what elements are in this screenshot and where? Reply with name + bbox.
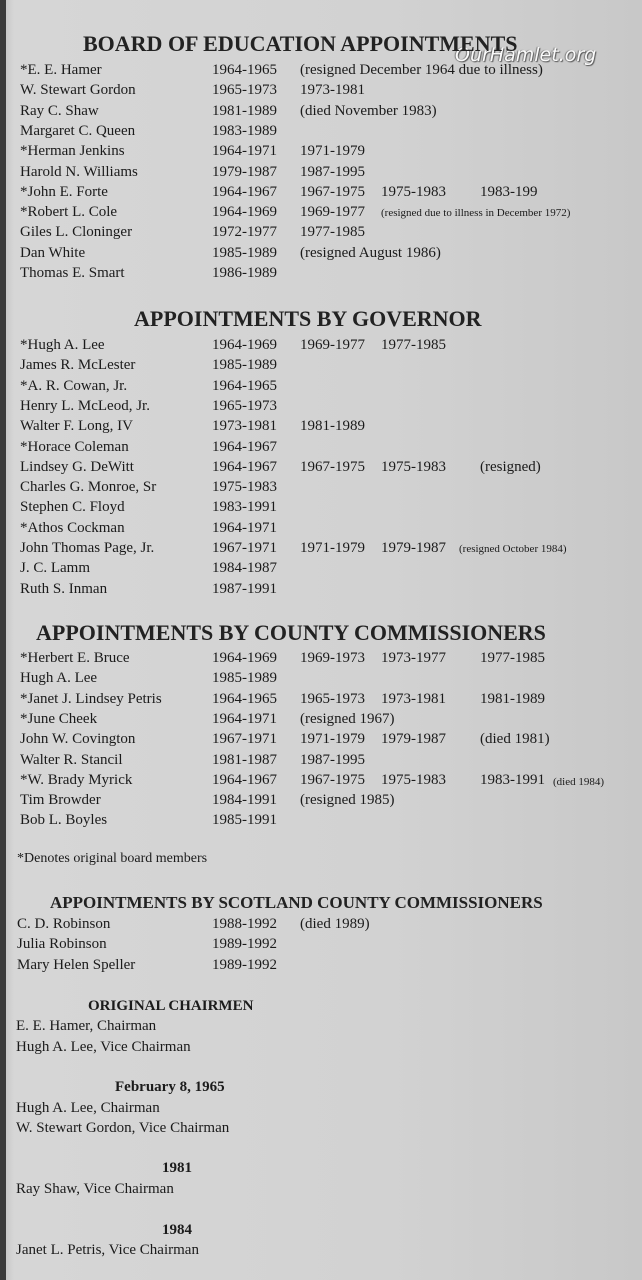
appointment-row <box>0 224 642 244</box>
term-1: 1972-1977 <box>212 224 277 241</box>
member-name: C. D. Robinson <box>17 916 111 932</box>
term-1: 1985-1989 <box>212 670 277 687</box>
member-name: *Athos Cockman <box>20 519 125 536</box>
term-1: 1983-1989 <box>212 122 277 139</box>
term-1: 1964-1965 <box>212 62 277 78</box>
term-4: 1977-1985 <box>480 650 545 666</box>
appointment-row <box>0 459 642 479</box>
term-4: (resigned) <box>480 458 541 475</box>
watermark-logo: OurHamlet.org <box>455 44 597 66</box>
vice-chairman-line: Hugh A. Lee, Vice Chairman <box>16 1039 191 1055</box>
member-name: *Hugh A. Lee <box>20 337 105 353</box>
term-2: 1969-1977 <box>300 204 365 221</box>
governor-appointments-heading: APPOINTMENTS BY GOVERNOR <box>134 306 482 331</box>
appointment-row <box>0 337 642 357</box>
term-3: 1973-1977 <box>381 650 446 666</box>
member-name: Walter R. Stancil <box>20 751 123 768</box>
member-name: *Janet J. Lindsey Petris <box>20 690 162 707</box>
member-name: John Thomas Page, Jr. <box>20 540 155 556</box>
term-1: 1964-1967 <box>212 458 277 475</box>
term-4: 1983-1991 <box>480 771 545 788</box>
term-2: (died 1989) <box>300 916 370 932</box>
appointment-row <box>0 792 642 812</box>
member-name: *John E. Forte <box>20 183 108 200</box>
appointment-row <box>0 143 642 163</box>
member-name: Giles L. Cloninger <box>20 224 133 241</box>
term-3: 1979-1987 <box>381 540 446 556</box>
term-2: (resigned 1967) <box>300 710 395 727</box>
term-2: 1981-1989 <box>300 418 365 435</box>
term-1: 1964-1971 <box>212 710 277 727</box>
appointment-row <box>0 540 642 560</box>
appointment-row <box>0 691 642 711</box>
term-1: 1989-1992 <box>212 956 277 973</box>
term-2: 1973-1981 <box>300 82 365 99</box>
member-name: Tim Browder <box>20 792 101 809</box>
term-3: 1973-1981 <box>381 690 446 707</box>
member-name: Mary Helen Speller <box>17 956 136 973</box>
appointment-row <box>0 731 642 751</box>
member-name: *A. R. Cowan, Jr. <box>20 377 128 394</box>
member-name: *Herbert E. Bruce <box>20 650 130 666</box>
appointment-row <box>0 164 642 184</box>
year-1984-heading: 1984 <box>162 1222 192 1238</box>
member-name: *W. Brady Myrick <box>20 771 133 788</box>
member-name: Julia Robinson <box>17 936 107 953</box>
term-2: 1967-1975 <box>300 183 365 200</box>
term-2: 1971-1979 <box>300 731 365 748</box>
appointment-row <box>0 357 642 377</box>
term-1: 1964-1969 <box>212 337 277 353</box>
term-note: (resigned due to illness in December 1972) <box>381 207 571 220</box>
term-1: 1964-1967 <box>212 438 277 455</box>
term-1: 1965-1973 <box>212 397 277 414</box>
term-2: 1971-1979 <box>300 540 365 556</box>
appointment-row <box>0 499 642 519</box>
member-name: James R. McLester <box>20 357 136 374</box>
term-1: 1964-1971 <box>212 143 277 160</box>
appointment-row <box>0 479 642 499</box>
vice-chairman-line: Janet L. Petris, Vice Chairman <box>16 1242 199 1258</box>
member-name: W. Stewart Gordon <box>20 82 136 99</box>
term-2: (died November 1983) <box>300 102 437 119</box>
term-1: 1985-1989 <box>212 244 277 261</box>
term-2: (resigned December 1964 due to illness) <box>300 62 543 78</box>
member-name: *Robert L. Cole <box>20 204 118 221</box>
term-1: 1964-1969 <box>212 650 277 666</box>
member-name: Ray C. Shaw <box>20 102 99 119</box>
term-1: 1985-1991 <box>212 812 277 829</box>
term-4: 1981-1989 <box>480 690 545 707</box>
appointment-row <box>0 378 642 398</box>
appointment-row <box>0 650 642 670</box>
appointment-row <box>0 398 642 418</box>
appointment-row <box>0 581 642 601</box>
term-2: 1969-1977 <box>300 337 365 353</box>
term-1: 1967-1971 <box>212 540 277 556</box>
member-name: Stephen C. Floyd <box>20 499 125 516</box>
original-chairmen-heading: ORIGINAL CHAIRMEN <box>88 998 254 1014</box>
chairman-line: E. E. Hamer, Chairman <box>16 1018 157 1034</box>
term-note: (resigned October 1984) <box>459 543 567 555</box>
term-3: 1977-1985 <box>381 337 446 353</box>
appointment-row <box>0 812 642 832</box>
term-1: 1975-1983 <box>212 479 277 496</box>
member-name: John W. Covington <box>20 731 136 748</box>
scotland-appointments-heading: APPOINTMENTS BY SCOTLAND COUNTY COMMISSIONERS <box>50 893 543 912</box>
appointment-row <box>0 520 642 540</box>
term-1: 1983-1991 <box>212 499 277 516</box>
term-1: 1986-1989 <box>212 265 277 281</box>
term-1: 1964-1967 <box>212 771 277 788</box>
term-note: (died 1984) <box>553 775 605 788</box>
board-appointments-heading: BOARD OF EDUCATION APPOINTMENTS <box>83 31 518 56</box>
member-name: Hugh A. Lee <box>20 670 98 687</box>
term-2: 1969-1973 <box>300 650 365 666</box>
member-name: Bob L. Boyles <box>20 812 108 829</box>
appointment-row <box>0 265 642 285</box>
term-1: 1964-1967 <box>212 183 277 200</box>
term-2: 1967-1975 <box>300 458 365 475</box>
vice-chairman-line: Ray Shaw, Vice Chairman <box>16 1181 174 1197</box>
term-3: 1975-1983 <box>381 183 446 200</box>
appointment-row <box>0 184 642 204</box>
member-name: J. C. Lamm <box>20 560 90 577</box>
term-1: 1973-1981 <box>212 418 277 435</box>
vice-chairman-line: W. Stewart Gordon, Vice Chairman <box>16 1120 230 1136</box>
appointment-row <box>0 936 642 956</box>
appointment-row <box>0 916 642 936</box>
appointment-row <box>0 82 642 102</box>
appointment-row <box>0 560 642 580</box>
term-1: 1984-1987 <box>212 560 277 577</box>
term-4: (died 1981) <box>480 731 550 748</box>
appointment-row <box>0 711 642 731</box>
member-name: Henry L. McLeod, Jr. <box>20 397 150 414</box>
term-1: 1981-1989 <box>212 102 277 119</box>
appointment-row <box>0 245 642 265</box>
member-name: Dan White <box>20 244 86 261</box>
term-2: 1977-1985 <box>300 224 365 241</box>
appointment-row <box>0 62 642 82</box>
appointment-row <box>0 957 642 977</box>
term-1: 1964-1965 <box>212 377 277 394</box>
term-1: 1981-1987 <box>212 751 277 768</box>
term-1: 1965-1973 <box>212 82 277 99</box>
term-1: 1988-1992 <box>212 916 277 932</box>
appointment-row <box>0 752 642 772</box>
member-name: Thomas E. Smart <box>20 265 125 281</box>
term-2: (resigned 1985) <box>300 792 395 809</box>
member-name: Walter F. Long, IV <box>20 418 133 435</box>
term-2: 1965-1973 <box>300 690 365 707</box>
member-name: *June Cheek <box>20 710 98 727</box>
term-1: 1964-1969 <box>212 204 277 221</box>
term-1: 1984-1991 <box>212 792 277 809</box>
member-name: Lindsey G. DeWitt <box>20 458 134 475</box>
term-2: 1967-1975 <box>300 771 365 788</box>
member-name: Ruth S. Inman <box>20 580 108 597</box>
term-1: 1987-1991 <box>212 580 277 597</box>
member-name: *Herman Jenkins <box>20 143 125 160</box>
feb-1965-heading: February 8, 1965 <box>115 1079 225 1095</box>
term-2: 1971-1979 <box>300 143 365 160</box>
term-1: 1985-1989 <box>212 357 277 374</box>
term-1: 1964-1971 <box>212 519 277 536</box>
original-members-footnote: *Denotes original board members <box>17 851 208 866</box>
chairman-line: Hugh A. Lee, Chairman <box>16 1100 160 1116</box>
member-name: Harold N. Williams <box>20 163 138 180</box>
appointment-row <box>0 418 642 438</box>
term-3: 1975-1983 <box>381 771 446 788</box>
term-2: (resigned August 1986) <box>300 244 441 261</box>
term-1: 1964-1965 <box>212 690 277 707</box>
appointment-row <box>0 103 642 123</box>
member-name: Charles G. Monroe, Sr <box>20 479 157 496</box>
term-4: 1983-199 <box>480 183 538 200</box>
appointment-row <box>0 204 642 224</box>
term-3: 1979-1987 <box>381 731 446 748</box>
appointment-row <box>0 439 642 459</box>
term-1: 1989-1992 <box>212 936 277 953</box>
member-name: *Horace Coleman <box>20 438 129 455</box>
appointment-row <box>0 123 642 143</box>
year-1981-heading: 1981 <box>162 1160 192 1176</box>
term-2: 1987-1995 <box>300 751 365 768</box>
term-1: 1967-1971 <box>212 731 277 748</box>
appointment-row <box>0 772 642 792</box>
term-3: 1975-1983 <box>381 458 446 475</box>
member-name: Margaret C. Queen <box>20 122 136 139</box>
member-name: *E. E. Hamer <box>20 62 102 78</box>
county-appointments-heading: APPOINTMENTS BY COUNTY COMMISSIONERS <box>36 620 546 645</box>
term-1: 1979-1987 <box>212 163 277 180</box>
appointment-row <box>0 670 642 690</box>
term-2: 1987-1995 <box>300 163 365 180</box>
